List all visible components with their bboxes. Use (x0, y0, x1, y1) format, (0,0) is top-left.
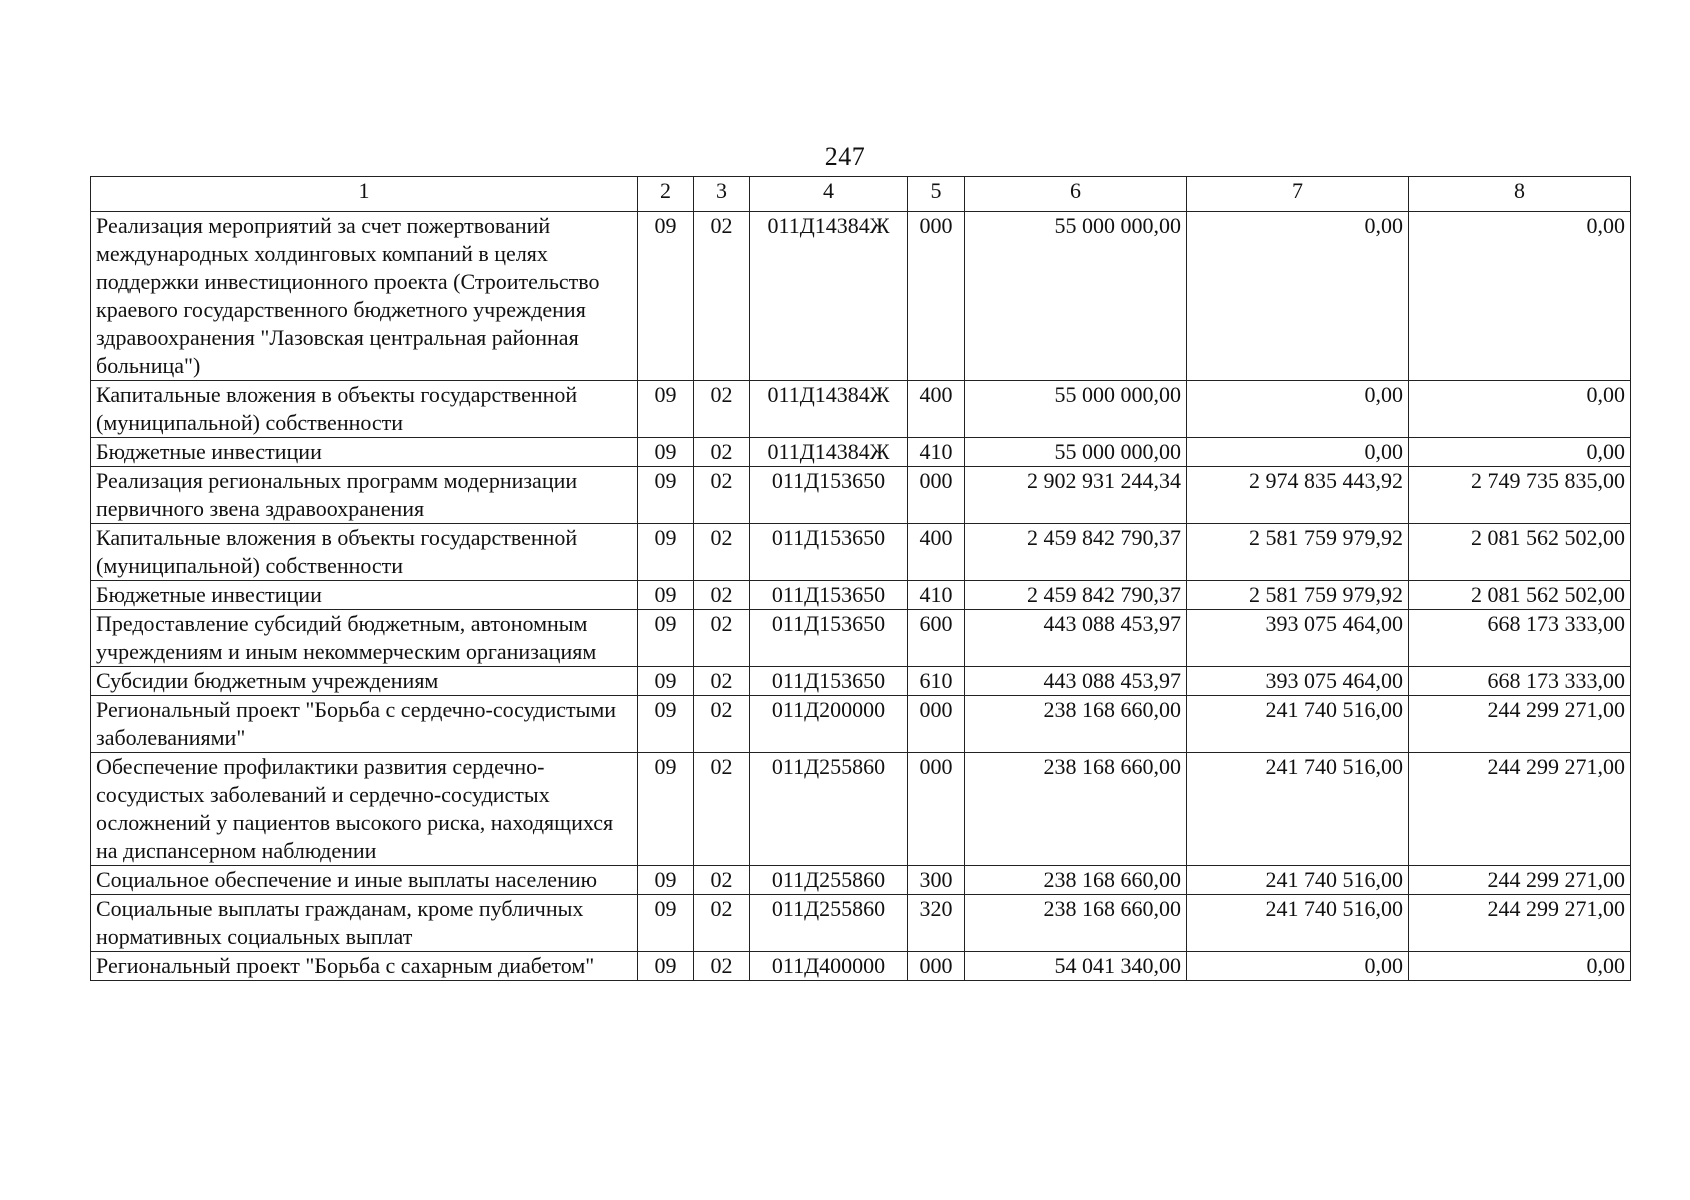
amount-col-8: 0,00 (1409, 952, 1631, 981)
amount-col-7: 0,00 (1187, 438, 1409, 467)
row-description: Субсидии бюджетным учреждениям (91, 667, 638, 696)
section-code: 09 (638, 524, 694, 581)
target-article-code: 011Д200000 (750, 696, 908, 753)
target-article-code: 011Д153650 (750, 524, 908, 581)
amount-col-6: 55 000 000,00 (965, 438, 1187, 467)
subsection-code: 02 (694, 667, 750, 696)
amount-col-7: 393 075 464,00 (1187, 667, 1409, 696)
amount-col-6: 443 088 453,97 (965, 667, 1187, 696)
expense-type-code: 000 (908, 212, 965, 381)
table-row (91, 381, 1631, 438)
amount-col-7: 241 740 516,00 (1187, 696, 1409, 753)
column-header: 8 (1409, 177, 1631, 212)
expense-type-code: 410 (908, 438, 965, 467)
section-code: 09 (638, 610, 694, 667)
amount-col-8: 0,00 (1409, 438, 1631, 467)
column-header: 5 (908, 177, 965, 212)
row-description: Социальные выплаты гражданам, кроме публичных нормативных социальных выплат (91, 895, 638, 952)
subsection-code: 02 (694, 438, 750, 467)
amount-col-6: 238 168 660,00 (965, 696, 1187, 753)
row-description: Социальное обеспечение и иные выплаты населению (91, 866, 638, 895)
page-number: 247 (824, 142, 866, 171)
table-row (91, 866, 1631, 895)
target-article-code: 011Д14384Ж (750, 381, 908, 438)
column-header: 1 (91, 177, 638, 212)
target-article-code: 011Д255860 (750, 895, 908, 952)
section-code: 09 (638, 696, 694, 753)
amount-col-6: 2 902 931 244,34 (965, 467, 1187, 524)
amount-col-7: 241 740 516,00 (1187, 753, 1409, 866)
amount-col-6: 238 168 660,00 (965, 895, 1187, 952)
row-description: Бюджетные инвестиции (91, 438, 638, 467)
target-article-code: 011Д153650 (750, 610, 908, 667)
amount-col-8: 2 081 562 502,00 (1409, 524, 1631, 581)
table-row (91, 667, 1631, 696)
amount-col-8: 0,00 (1409, 212, 1631, 381)
expense-type-code: 400 (908, 381, 965, 438)
table-row (91, 753, 1631, 866)
table-row (91, 610, 1631, 667)
target-article-code: 011Д153650 (750, 581, 908, 610)
amount-col-7: 2 581 759 979,92 (1187, 524, 1409, 581)
row-description: Капитальные вложения в объекты государственной (муниципальной) собственности (91, 524, 638, 581)
section-code: 09 (638, 581, 694, 610)
amount-col-8: 668 173 333,00 (1409, 610, 1631, 667)
column-header: 3 (694, 177, 750, 212)
amount-col-6: 2 459 842 790,37 (965, 524, 1187, 581)
target-article-code: 011Д255860 (750, 753, 908, 866)
amount-col-8: 0,00 (1409, 381, 1631, 438)
amount-col-8: 244 299 271,00 (1409, 895, 1631, 952)
target-article-code: 011Д153650 (750, 467, 908, 524)
row-description: Обеспечение профилактики развития сердечно-сосудистых заболеваний и сердечно-сосудистых осложнений у пациентов высокого риска, находящихся на диспансерном наблюдении (91, 753, 638, 866)
section-code: 09 (638, 381, 694, 438)
amount-col-8: 244 299 271,00 (1409, 753, 1631, 866)
subsection-code: 02 (694, 524, 750, 581)
subsection-code: 02 (694, 952, 750, 981)
expense-type-code: 000 (908, 467, 965, 524)
column-header: 4 (750, 177, 908, 212)
amount-col-8: 244 299 271,00 (1409, 866, 1631, 895)
section-code: 09 (638, 952, 694, 981)
row-description: Капитальные вложения в объекты государственной (муниципальной) собственности (91, 381, 638, 438)
budget-table (90, 176, 1631, 981)
section-code: 09 (638, 667, 694, 696)
target-article-code: 011Д153650 (750, 667, 908, 696)
amount-col-7: 2 974 835 443,92 (1187, 467, 1409, 524)
expense-type-code: 000 (908, 952, 965, 981)
expense-type-code: 400 (908, 524, 965, 581)
expense-type-code: 600 (908, 610, 965, 667)
subsection-code: 02 (694, 696, 750, 753)
table-row (91, 895, 1631, 952)
table-row (91, 696, 1631, 753)
amount-col-7: 241 740 516,00 (1187, 866, 1409, 895)
expense-type-code: 320 (908, 895, 965, 952)
amount-col-7: 0,00 (1187, 381, 1409, 438)
target-article-code: 011Д255860 (750, 866, 908, 895)
amount-col-8: 2 749 735 835,00 (1409, 467, 1631, 524)
target-article-code: 011Д14384Ж (750, 438, 908, 467)
column-header: 2 (638, 177, 694, 212)
amount-col-8: 2 081 562 502,00 (1409, 581, 1631, 610)
row-description: Региональный проект "Борьба с сахарным диабетом" (91, 952, 638, 981)
table-row (91, 524, 1631, 581)
amount-col-7: 393 075 464,00 (1187, 610, 1409, 667)
subsection-code: 02 (694, 212, 750, 381)
section-code: 09 (638, 212, 694, 381)
expense-type-code: 410 (908, 581, 965, 610)
expense-type-code: 000 (908, 696, 965, 753)
amount-col-7: 0,00 (1187, 952, 1409, 981)
amount-col-7: 241 740 516,00 (1187, 895, 1409, 952)
table-row (91, 212, 1631, 381)
subsection-code: 02 (694, 581, 750, 610)
amount-col-6: 55 000 000,00 (965, 212, 1187, 381)
subsection-code: 02 (694, 610, 750, 667)
amount-col-6: 55 000 000,00 (965, 381, 1187, 438)
table-row (91, 581, 1631, 610)
table-row (91, 438, 1631, 467)
section-code: 09 (638, 753, 694, 866)
expense-type-code: 300 (908, 866, 965, 895)
subsection-code: 02 (694, 467, 750, 524)
amount-col-7: 0,00 (1187, 212, 1409, 381)
row-description: Реализация мероприятий за счет пожертвований международных холдинговых компаний в целях поддержки инвестиционного проекта (Строительство краевого государственного бюджетного учреждения здравоохранения "Лазовская центральная районная больница") (91, 212, 638, 381)
amount-col-8: 244 299 271,00 (1409, 696, 1631, 753)
row-description: Реализация региональных программ модернизации первичного звена здравоохранения (91, 467, 638, 524)
section-code: 09 (638, 866, 694, 895)
section-code: 09 (638, 467, 694, 524)
amount-col-6: 238 168 660,00 (965, 866, 1187, 895)
table-row (91, 467, 1631, 524)
row-description: Региональный проект "Борьба с сердечно-сосудистыми заболеваниями" (91, 696, 638, 753)
amount-col-6: 54 041 340,00 (965, 952, 1187, 981)
target-article-code: 011Д400000 (750, 952, 908, 981)
target-article-code: 011Д14384Ж (750, 212, 908, 381)
amount-col-6: 2 459 842 790,37 (965, 581, 1187, 610)
table-row (91, 952, 1631, 981)
column-header: 6 (965, 177, 1187, 212)
expense-type-code: 000 (908, 753, 965, 866)
row-description: Бюджетные инвестиции (91, 581, 638, 610)
subsection-code: 02 (694, 866, 750, 895)
amount-col-6: 238 168 660,00 (965, 753, 1187, 866)
section-code: 09 (638, 895, 694, 952)
section-code: 09 (638, 438, 694, 467)
subsection-code: 02 (694, 381, 750, 438)
table-header-row (91, 177, 1631, 212)
subsection-code: 02 (694, 753, 750, 866)
column-header: 7 (1187, 177, 1409, 212)
amount-col-8: 668 173 333,00 (1409, 667, 1631, 696)
amount-col-6: 443 088 453,97 (965, 610, 1187, 667)
row-description: Предоставление субсидий бюджетным, автономным учреждениям и иным некоммерческим организациям (91, 610, 638, 667)
amount-col-7: 2 581 759 979,92 (1187, 581, 1409, 610)
expense-type-code: 610 (908, 667, 965, 696)
subsection-code: 02 (694, 895, 750, 952)
